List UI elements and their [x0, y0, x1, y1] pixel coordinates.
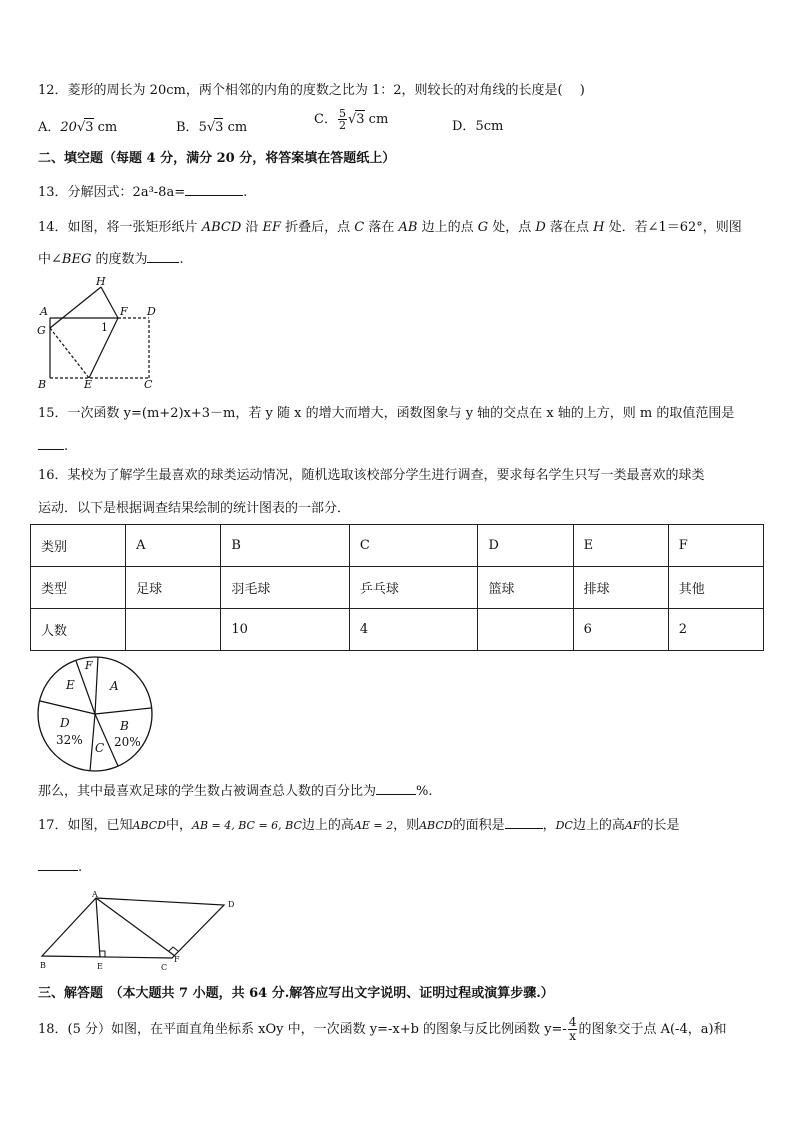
- q12-stem: 12．菱形的周长为 20cm，两个相邻的内角的度数之比为 1：2，则较长的对角线的长度是( ): [38, 83, 585, 98]
- label-e: E: [84, 378, 93, 391]
- pie-label-e: E: [66, 678, 75, 692]
- q14-line2: 中∠BEG 的度数为 .: [38, 252, 184, 267]
- segment-ge: [50, 328, 89, 378]
- table-cell: E: [573, 525, 668, 567]
- q17-line1: 17．如图，已知ABCD中，AB = 4, BC = 6, BC边上的高AE = 2，则ABCD的面积是 ，DC边上的高AF的长是: [38, 818, 680, 833]
- answer-blank[interactable]: [505, 828, 543, 829]
- fraction: $\frac{5}{2}$: [338, 107, 346, 132]
- table-row: [31, 609, 764, 651]
- table-cell: 其他: [668, 567, 763, 609]
- table-cell: 篮球: [478, 567, 573, 609]
- q15-line1: 15．一次函数 y=(m+2)x+3－m，若 y 随 x 的增大而增大，函数图象与 y 轴的交点在 x 轴的上方，则 m 的取值范围是: [38, 406, 735, 421]
- table-cell: A: [126, 525, 221, 567]
- q17-line2: .: [38, 859, 82, 877]
- option-c[interactable]: C． $\frac{5}{2}$ √3 cm: [314, 107, 389, 132]
- edge-hf: [101, 287, 118, 318]
- right-angle-mark-e: [100, 951, 105, 957]
- q16-pie-chart: [34, 652, 158, 776]
- table-cell: B: [221, 525, 350, 567]
- label-a: A: [40, 305, 48, 318]
- q16-line1: 16．某校为了解学生最喜欢的球类运动情况，随机选取该校部分学生进行调查，要求每名学生只写一类最喜欢的球类: [38, 468, 705, 483]
- label-g: G: [37, 324, 46, 337]
- label-e: E: [97, 962, 103, 971]
- pie-label-b: B: [120, 719, 129, 733]
- pie-pct-b: 20%: [114, 735, 141, 749]
- option-b[interactable]: B．5√3 cm: [176, 120, 248, 135]
- label-d: D: [228, 900, 235, 909]
- right-angle-mark-f: [169, 947, 178, 951]
- q13: 13．分解因式：2a³-8a= .: [38, 185, 248, 200]
- table-cell: 人数: [31, 609, 126, 651]
- pie-label-d: D: [60, 716, 70, 730]
- label-b: B: [38, 378, 47, 391]
- edge-gh: [50, 287, 101, 328]
- label-f: F: [120, 305, 128, 318]
- table-cell: 排球: [573, 567, 668, 609]
- table-cell: 4: [349, 609, 478, 651]
- altitude-ae: [96, 898, 100, 957]
- parallelogram-abcd: [42, 898, 224, 958]
- label-h: H: [96, 275, 106, 288]
- option-a[interactable]: A．20√3 cm: [38, 120, 118, 135]
- q14-fold-figure: [34, 274, 164, 394]
- q18-line1: 18．(5 分）如图，在平面直角坐标系 xOy 中，一次函数 y=-x+b 的图象与反比例函数 y=- $\frac{4}{x}$ 的图象交于点 A(-4，a)和: [38, 1015, 727, 1043]
- answer-blank[interactable]: [376, 794, 416, 795]
- label-b: B: [40, 961, 46, 970]
- q14-line1: 14．如图，将一张矩形纸片 ABCD 沿 EF 折叠后，点 C 落在 AB 边上的点 G 处，点 D 落在点 H 处．若∠1＝62°，则图: [38, 220, 742, 235]
- table-cell: [126, 609, 221, 651]
- pie-label-c: C: [95, 741, 105, 755]
- label-angle-1: 1: [101, 321, 108, 334]
- table-cell: 乒乓球: [349, 567, 478, 609]
- q17-parallelogram-figure: [34, 890, 244, 980]
- q15-line2: .: [38, 438, 68, 456]
- label-f: F: [174, 955, 180, 964]
- pie-label-f: F: [85, 659, 93, 672]
- table-cell: [478, 609, 573, 651]
- answer-blank[interactable]: [38, 870, 78, 871]
- label-c: C: [144, 378, 153, 391]
- table-cell: 10: [221, 609, 350, 651]
- answer-blank[interactable]: [147, 262, 179, 263]
- table-cell: 类型: [31, 567, 126, 609]
- table-cell: D: [478, 525, 573, 567]
- pie-pct-d: 32%: [56, 733, 83, 747]
- table-row: [31, 567, 764, 609]
- table-row: [31, 525, 764, 567]
- altitude-af: [96, 898, 175, 956]
- q16-question: 那么，其中最喜欢足球的学生数占被调查总人数的百分比为 %.: [38, 784, 433, 799]
- label-c: C: [161, 963, 168, 972]
- table-cell: 羽毛球: [221, 567, 350, 609]
- table-cell: C: [349, 525, 478, 567]
- q16-data-table: [30, 524, 764, 651]
- table-cell: 类别: [31, 525, 126, 567]
- table-cell: 6: [573, 609, 668, 651]
- answer-blank[interactable]: [185, 195, 243, 196]
- q16-line2: 运动．以下是根据调查结果绘制的统计图表的一部分．: [38, 501, 351, 516]
- table-cell: 2: [668, 609, 763, 651]
- answer-blank[interactable]: [38, 449, 64, 450]
- table-cell: F: [668, 525, 763, 567]
- label-d: D: [147, 305, 156, 318]
- pie-label-a: A: [110, 679, 119, 693]
- section-3-heading: 三、解答题 （本大题共 7 小题，共 64 分.解答应写出文字说明、证明过程或演算步骤.）: [38, 986, 554, 1001]
- option-d[interactable]: D．5cm: [452, 119, 504, 134]
- table-cell: 足球: [126, 567, 221, 609]
- fraction: $\frac{4}{x}$: [568, 1015, 577, 1043]
- label-a: A: [92, 890, 98, 899]
- section-2-heading: 二、填空题（每题 4 分，满分 20 分，将答案填在答题纸上）: [38, 151, 396, 166]
